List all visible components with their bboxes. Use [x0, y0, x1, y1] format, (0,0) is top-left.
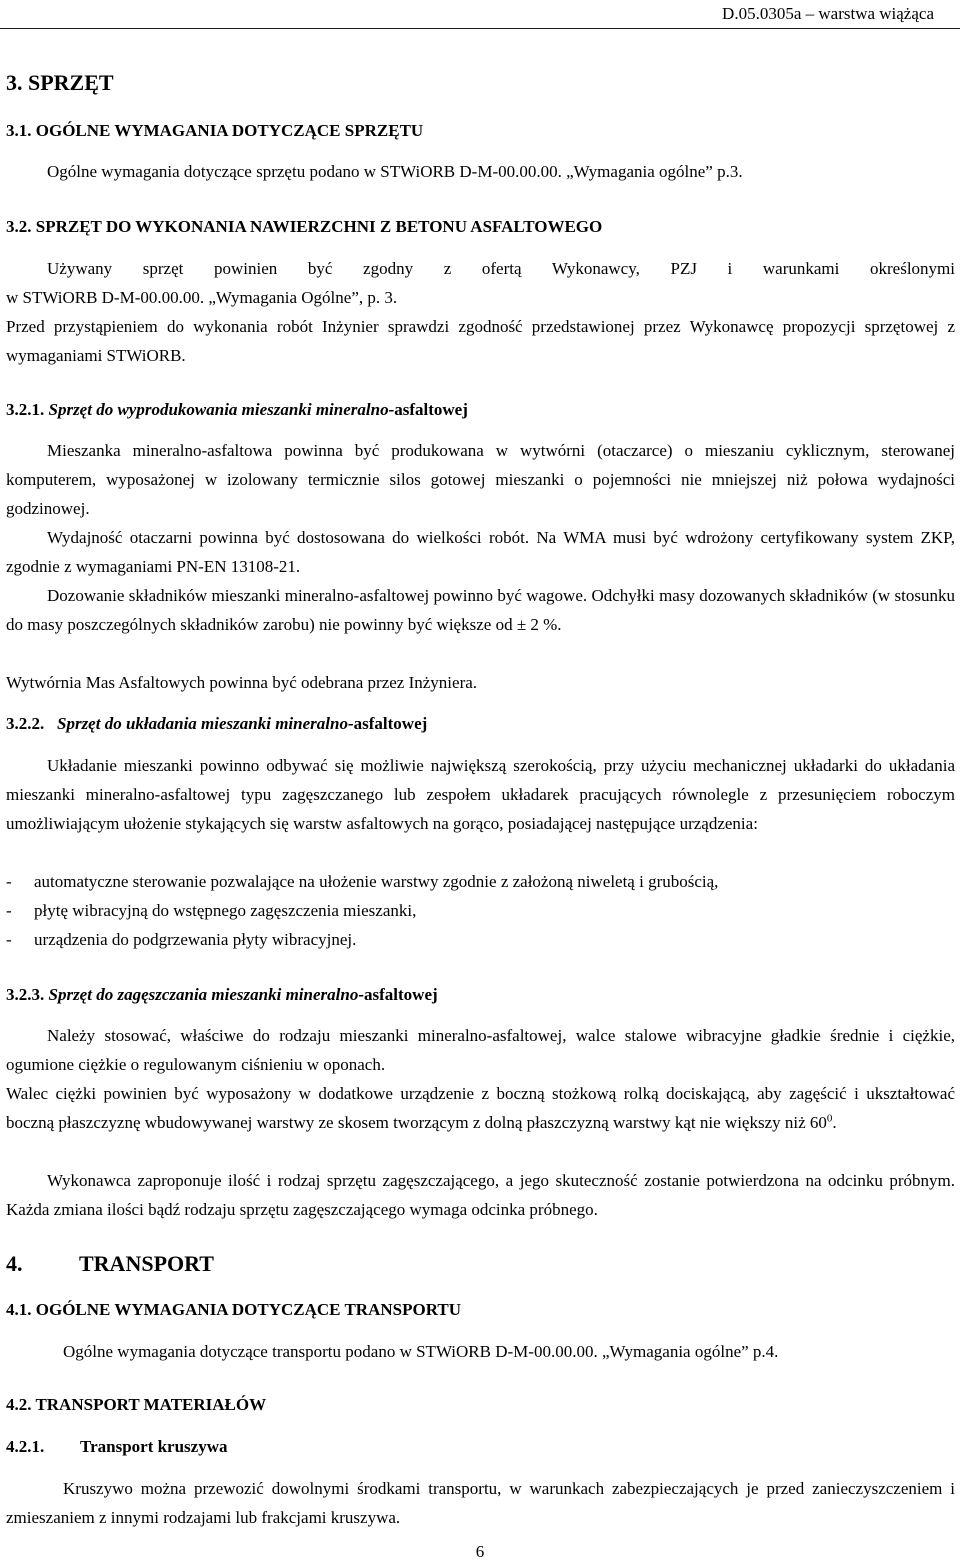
section-4-2-1-paragraph: Kruszywo można przewozić dowolnymi środkami transportu, w warunkach zabezpieczających je przed zanieczyszczeniem i zmieszaniem z innymi rodzajami lub frakcjami kruszywa.: [6, 1479, 955, 1527]
section-3-2-3-title: [6, 980, 955, 1009]
section-3-1-paragraph: Ogólne wymagania dotyczące sprzętu podano w STWiORB D-M-00.00.00. „Wymagania ogólne” p.3.: [47, 162, 743, 181]
section-3-2-1-title: [6, 395, 955, 424]
section-3-2-2-title: [6, 709, 955, 738]
section-3-2-paragraph-1b: w STWiORB D-M-00.00.00. „Wymagania Ogólne”, p. 3.: [6, 288, 398, 307]
section-3-2-1-paragraph-4: Wytwórnia Mas Asfaltowych powinna być odebrana przez Inżyniera.: [6, 673, 478, 692]
section-3-2-paragraph-1a: Używany sprzęt powinien być zgodny z ofertą Wykonawcy, PZJ i warunkami określonymi: [47, 259, 955, 278]
section-3-2-3-title-italic: Sprzęt do zagęszczania mieszanki mineralno-: [48, 985, 364, 1004]
section-3-2-2-title-tail: asfaltowej: [353, 714, 428, 733]
section-3-2-1-title-italic: Sprzęt do wyprodukowania mieszanki mineralno-: [48, 400, 395, 419]
section-3-1-title: 3.1. OGÓLNE WYMAGANIA DOTYCZĄCE SPRZĘTU: [6, 121, 424, 140]
section-3-2-3-paragraph-3: Wykonawca zaproponuje ilość i rodzaj sprzętu zagęszczającego, a jego skuteczność zostanie potwierdzona na odcinku próbnym. Każda zmiana ilości bądź rodzaju sprzętu zagęszczającego wymaga odcinka próbnego.: [6, 1171, 955, 1219]
document-code: D.05.0305a – warstwa wiążąca: [722, 4, 934, 23]
section-3-2-3-title-tail: asfaltowej: [364, 985, 438, 1004]
list-item: - płytę wibracyjną do wstępnego zagęszczenia mieszanki,: [6, 901, 417, 920]
section-4-1-paragraph: Ogólne wymagania dotyczące transportu podano w STWiORB D-M-00.00.00. „Wymagania ogólne” p.4.: [63, 1342, 779, 1361]
section-3-2-3-number: 3.2.3.: [6, 985, 45, 1004]
section-3-2-3-paragraph-2: Walec ciężki powinien być wyposażony w dodatkowe urządzenie z boczną stożkową rolką dociskającą, aby zagęścić i ukształtować boczną płaszczyznę wbudowywanej warstwy ze skosem tworzącym z dolną płaszczyzną warstwy kąt nie większy niż $60^0$.: [6, 1084, 955, 1132]
list-item: - automatyczne sterowanie pozwalające na ułożenie warstwy zgodnie z założoną niweletą i grubością,: [6, 872, 719, 891]
degree-superscript: 0: [826, 1112, 833, 1125]
section-4-2-title: 4.2. TRANSPORT MATERIAŁÓW: [6, 1395, 267, 1414]
section-3-title: 3. SPRZĘT: [6, 70, 114, 95]
section-4-title: [6, 1249, 955, 1279]
section-4-1-title: 4.1. OGÓLNE WYMAGANIA DOTYCZĄCE TRANSPORTU: [6, 1300, 461, 1319]
section-3-2-1-paragraph-3: Dozowanie składników mieszanki mineralno-asfaltowej powinno być wagowe. Odchyłki masy dozowanych składników (w stosunku do masy poszczególnych składników zarobu) nie powinny być większe od ± 2 %.: [6, 586, 955, 634]
section-3-2-paragraph-2: Przed przystąpieniem do wykonania robót Inżynier sprawdzi zgodność przedstawionej przez Wykonawcę propozycji sprzętowej z wymaganiami STWiORB.: [6, 317, 955, 365]
section-3-2-title: 3.2. SPRZĘT DO WYKONANIA NAWIERZCHNI Z BETONU ASFALTOWEGO: [6, 217, 603, 236]
section-3-2-2-title-italic: Sprzęt do układania mieszanki mineralno-: [57, 714, 354, 733]
section-4-label: TRANSPORT: [79, 1251, 214, 1276]
section-3-2-1-paragraph-1: Mieszanka mineralno-asfaltowa powinna być produkowana w wytwórni (otaczarce) o mieszaniu cyklicznym, sterowanej komputerem, wyposażonej w izolowany termicznie silos gotowej mieszanki o pojemności nie mniejszej niż połowa wydajności godzinowej.: [6, 441, 955, 518]
page-header: [0, 0, 960, 29]
section-3-2-1-number: 3.2.1.: [6, 400, 45, 419]
section-3-2-3-paragraph-1: Należy stosować, właściwe do rodzaju mieszanki mineralno-asfaltowej, walce stalowe wibracyjne gładkie średnie i ciężkie, ogumione ciężkie o regulowanym ciśnieniu w oponach.: [6, 1026, 955, 1074]
section-4-2-1-label: Transport kruszywa: [80, 1437, 228, 1456]
list-item: - urządzenia do podgrzewania płyty wibracyjnej.: [6, 930, 357, 949]
section-4-number: 4.: [6, 1251, 23, 1276]
section-4-2-1-number: 4.2.1.: [6, 1437, 45, 1456]
section-3-2-2-paragraph: Układanie mieszanki powinno odbywać się możliwie największą szerokością, przy użyciu mechanicznej układarki do układania mieszanki mineralno-asfaltowej typu zagęszczanego lub zespołem układarek pracujących równolegle z przesunięciem roboczym umożliwiającym ułożenie stykających się warstw asfaltowych na gorąco, posiadającej następujące urządzenia:: [6, 756, 955, 833]
section-3-2-1-paragraph-2: Wydajność otaczarni powinna być dostosowana do wielkości robót. Na WMA musi być wdrożony certyfikowany system ZKP, zgodnie z wymaganiami PN-EN 13108-21.: [6, 528, 955, 576]
section-4-2-1-title: [6, 1432, 955, 1461]
section-3-2-1-title-tail: asfaltowej: [394, 400, 468, 419]
page-number: 6: [475, 1542, 485, 1561]
section-3-2-2-number: 3.2.2.: [6, 714, 45, 733]
